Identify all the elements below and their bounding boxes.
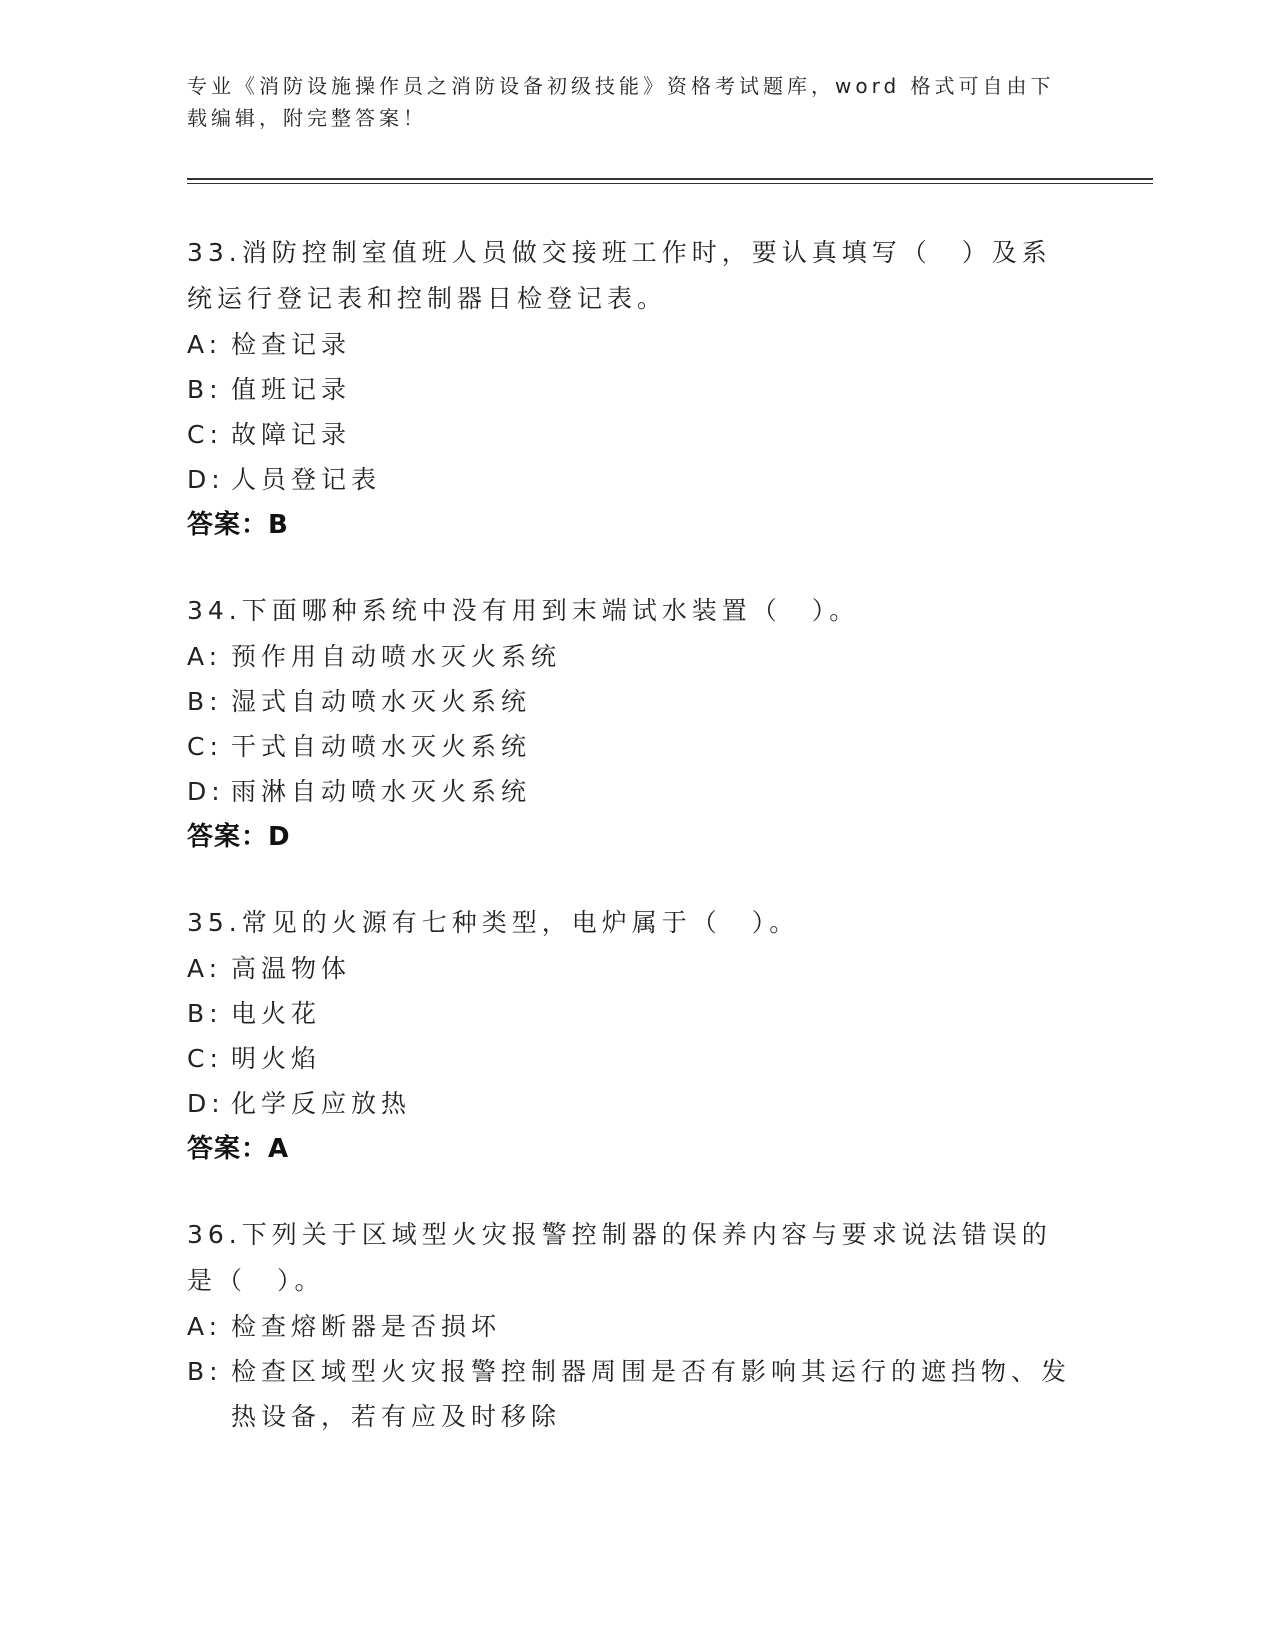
option-d [187,457,1077,502]
option-a [187,634,1077,679]
option-text: 湿式自动喷水灭火系统 [231,687,532,716]
option-key: B: [187,999,223,1028]
option-text: 检查记录 [231,330,352,359]
option-key: D: [187,1089,225,1118]
option-text: 干式自动喷水灭火系统 [231,732,532,761]
option-text: 检查熔断器是否损坏 [231,1312,502,1341]
option-text: 值班记录 [231,375,352,404]
option-text: 人员登记表 [231,465,382,494]
answer-line: 答案：B [187,510,289,540]
option-b [187,679,1077,724]
option-key: A: [187,330,223,359]
option-a [187,322,1077,367]
question-stem: 35.常见的火源有七种类型，电炉属于（ ）。 [187,908,800,937]
option-b [187,991,1077,1036]
option-key: C: [187,1044,223,1073]
option-d [187,769,1077,814]
option-d [187,1081,1077,1126]
page-header: 专业《消防设施操作员之消防设备初级技能》资格考试题库，word 格式可自由下载编辑，附完整答案！ [187,74,1055,130]
option-text: 化学反应放热 [231,1089,412,1118]
option-a [187,1304,1077,1349]
answer-line: 答案：D [187,822,291,852]
option-key: A: [187,954,223,983]
answer-line: 答案：A [187,1134,290,1164]
question-list [187,230,1077,1479]
option-key: B: [187,375,223,404]
option-b [187,1349,1077,1439]
option-c [187,724,1077,769]
header-divider-thick [187,178,1153,180]
option-text: 预作用自动喷水灭火系统 [231,642,562,671]
option-text: 高温物体 [231,954,352,983]
question-34 [187,588,1077,860]
option-a [187,946,1077,991]
question-36 [187,1212,1077,1439]
option-key: D: [187,465,225,494]
option-key: B: [187,1357,223,1386]
question-stem: 33.消防控制室值班人员做交接班工作时，要认真填写（ ）及系统运行登记表和控制器日检登记表。 [187,238,1052,313]
option-key: C: [187,420,223,449]
option-key: C: [187,732,223,761]
option-b [187,367,1077,412]
option-key: D: [187,777,225,806]
question-stem: 36.下列关于区域型火灾报警控制器的保养内容与要求说法错误的是（ ）。 [187,1220,1052,1295]
option-key: B: [187,687,223,716]
option-c [187,412,1077,457]
question-35 [187,900,1077,1172]
question-33 [187,230,1077,548]
question-stem: 34.下面哪种系统中没有用到末端试水装置（ ）。 [187,596,860,625]
option-text: 电火花 [231,999,322,1028]
option-text: 故障记录 [231,420,352,449]
option-text: 明火焰 [231,1044,322,1073]
option-key: A: [187,1312,223,1341]
option-key: A: [187,642,223,671]
option-text: 雨淋自动喷水灭火系统 [231,777,532,806]
option-text: 检查区域型火灾报警控制器周围是否有影响其运行的遮挡物、发热设备，若有应及时移除 [231,1357,1072,1431]
header-divider-thin [187,183,1153,184]
option-c [187,1036,1077,1081]
